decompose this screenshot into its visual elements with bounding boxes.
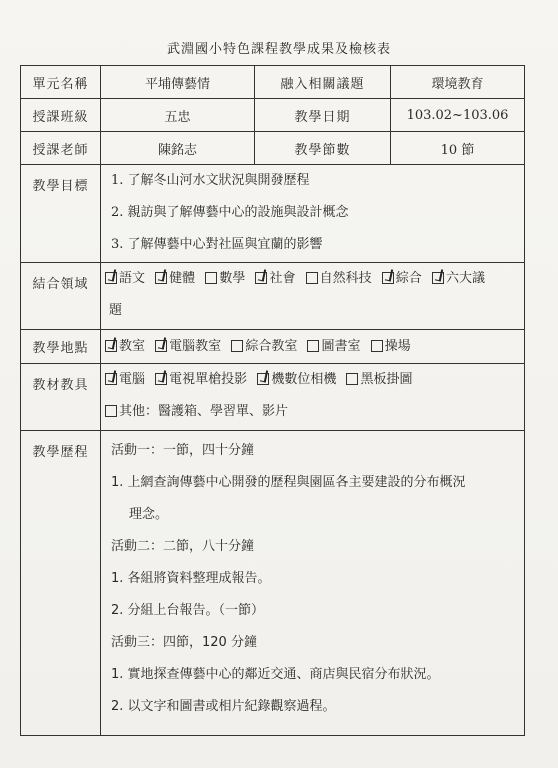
checkbox-multipurpose-room[interactable] (231, 340, 243, 352)
option-label: 綜合教室 (245, 338, 298, 354)
option-label: 教室 (119, 338, 146, 354)
goal-item: 3. 了解傳藝中心對社區與宜蘭的影響 (111, 237, 323, 252)
page-title: 武淵國小特色課程教學成果及檢核表 (166, 42, 391, 57)
issue-label: 融入相關議題 (255, 66, 391, 99)
domains-options (105, 263, 524, 295)
option-label: 操場 (384, 338, 411, 354)
checkbox-classroom[interactable] (105, 340, 117, 352)
goals-content (101, 165, 525, 263)
option-label: 六大議 (445, 271, 485, 286)
process-line: 1. 各組將資料整理成報告。 (111, 571, 271, 586)
option-label: 機數位相機 (271, 372, 337, 387)
process-line: 活動二：二節，八十分鐘 (111, 539, 255, 554)
checkbox-other[interactable] (105, 405, 117, 417)
unit-label: 單元名稱 (21, 66, 101, 99)
domains-label: 結合領域 (21, 263, 101, 330)
option-label: 圖書室 (321, 338, 361, 354)
location-label: 教學地點 (21, 330, 101, 364)
teacher-value: 陳銘志 (101, 132, 255, 165)
class-value: 五忠 (101, 99, 255, 132)
checkbox-playground[interactable] (371, 340, 383, 352)
table-row (21, 132, 525, 165)
periods-label: 教學節數 (255, 132, 391, 165)
goal-item: 1. 了解冬山河水文狀況與開發歷程 (111, 173, 310, 188)
class-label: 授課班級 (21, 99, 101, 132)
location-content (101, 330, 525, 364)
checkbox-blackboard-charts[interactable] (346, 373, 358, 385)
checkbox-digital-camera[interactable] (257, 373, 269, 385)
issue-value: 環境教育 (391, 66, 525, 99)
date-label: 教學日期 (255, 99, 391, 132)
process-line: 2. 以文字和圖書或相片紀錄觀察過程。 (111, 699, 336, 714)
materials-content (101, 364, 525, 431)
process-line: 1. 上網查詢傳藝中心開發的歷程與園區各主要建設的分布概況 (111, 475, 466, 490)
process-line: 2. 分組上台報告。（一節） (111, 603, 265, 618)
option-label: 其他：醫護箱、學習單、影片 (119, 404, 289, 419)
option-label: 語文 (119, 271, 146, 286)
domains-wrap: 題 (109, 303, 123, 318)
option-label: 電視單槍投影 (169, 372, 248, 387)
checkbox-six-issues[interactable] (432, 272, 444, 284)
table-row (21, 165, 525, 263)
checkbox-tv-projector[interactable] (155, 373, 167, 385)
periods-value: 10 節 (391, 132, 525, 165)
location-options (105, 331, 524, 363)
table-row (21, 66, 525, 99)
option-label: 自然科技 (319, 271, 372, 286)
checkbox-social[interactable] (255, 272, 267, 284)
goal-item: 2. 親訪與了解傳藝中心的設施與設計概念 (111, 205, 349, 220)
process-line: 理念。 (129, 507, 169, 522)
checkbox-library[interactable] (307, 340, 319, 352)
option-label: 社會 (269, 271, 296, 286)
option-label: 黑板掛圖 (360, 372, 413, 387)
process-line: 1. 實地探查傳藝中心的鄰近交通、商店與民宿分布狀況。 (111, 667, 440, 682)
option-label: 電腦教室 (169, 338, 222, 354)
materials-other (105, 396, 524, 428)
checkbox-computer-room[interactable] (155, 340, 167, 352)
checkbox-health-pe[interactable] (155, 272, 167, 284)
table-row (21, 431, 525, 736)
checkbox-language[interactable] (105, 272, 117, 284)
option-label: 健體 (169, 271, 196, 286)
checkbox-math[interactable] (205, 272, 217, 284)
materials-label: 教材教具 (21, 364, 101, 431)
checkbox-integrative[interactable] (382, 272, 394, 284)
materials-options (105, 364, 524, 396)
process-line: 活動一：一節，四十分鐘 (111, 443, 255, 458)
table-row (21, 330, 525, 364)
checkbox-science-tech[interactable] (306, 272, 318, 284)
process-line: 活動三：四節，120 分鐘 (111, 635, 257, 650)
date-value: 103.02~103.06 (391, 99, 525, 132)
unit-value: 平埔傳藝情 (101, 66, 255, 99)
process-label: 教學歷程 (21, 431, 101, 736)
course-checklist-table (20, 65, 525, 736)
option-label: 數學 (219, 271, 246, 286)
option-label: 綜合 (395, 271, 422, 286)
table-row (21, 263, 525, 330)
table-row (21, 364, 525, 431)
checkbox-computer[interactable] (105, 373, 117, 385)
teacher-label: 授課老師 (21, 132, 101, 165)
process-content (101, 431, 525, 736)
domains-content (101, 263, 525, 330)
goals-label: 教學目標 (21, 165, 101, 263)
table-row (21, 99, 525, 132)
option-label: 電腦 (119, 372, 146, 387)
